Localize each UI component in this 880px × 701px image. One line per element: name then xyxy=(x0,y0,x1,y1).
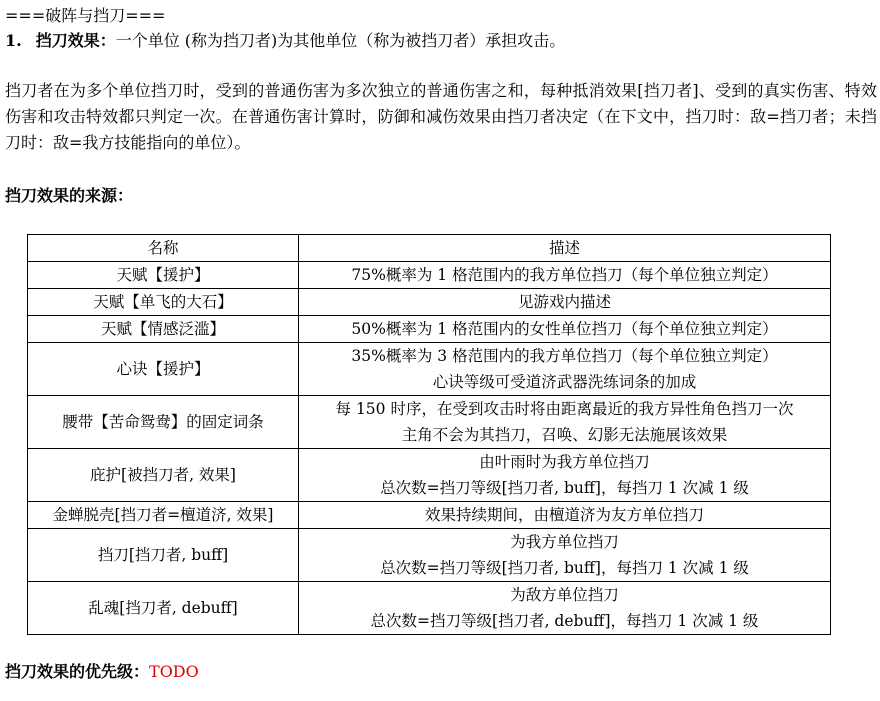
desc-line: 50%概率为 1 格范围内的女性单位挡刀（每个单位独立判定） xyxy=(351,320,778,338)
header-name: 名称 xyxy=(28,235,299,262)
desc-line: 每 150 时序，在受到攻击时将由距离最近的我方异性角色挡刀一次 xyxy=(335,400,794,418)
row-desc xyxy=(299,316,831,343)
section-title: 挡刀效果： xyxy=(35,31,116,50)
section-1 xyxy=(5,29,565,53)
desc-line: 总次数=挡刀等级[挡刀者, buff]，每挡刀 1 次减 1 级 xyxy=(380,559,749,577)
effects-table xyxy=(27,234,831,635)
row-name: 天赋【单飞的大石】 xyxy=(28,289,299,316)
table-row xyxy=(28,502,831,529)
row-name: 腰带【苦命鸳鸯】的固定词条 xyxy=(28,396,299,449)
desc-line: 为我方单位挡刀 xyxy=(510,533,619,551)
desc-line: 见游戏内描述 xyxy=(517,293,611,311)
sources-heading: 挡刀效果的来源： xyxy=(5,186,134,205)
row-name: 庇护[被挡刀者, 效果] xyxy=(28,449,299,502)
desc-line: 35%概率为 3 格范围内的我方单位挡刀（每个单位独立判定） xyxy=(351,347,778,365)
desc-line: 75%概率为 1 格范围内的我方单位挡刀（每个单位独立判定） xyxy=(351,266,778,284)
row-desc xyxy=(299,502,831,529)
row-desc xyxy=(299,582,831,635)
desc-line: 主角不会为其挡刀，召唤、幻影无法施展该效果 xyxy=(401,426,728,444)
desc-line: 效果持续期间，由檀道济为友方单位挡刀 xyxy=(424,506,704,524)
row-desc xyxy=(299,262,831,289)
desc-line: 由叶雨时为我方单位挡刀 xyxy=(479,453,650,471)
table-row xyxy=(28,343,831,396)
table-row xyxy=(28,396,831,449)
table-row xyxy=(28,449,831,502)
table-header-row xyxy=(28,235,831,262)
row-name: 挡刀[挡刀者, buff] xyxy=(28,529,299,582)
desc-line: 为敌方单位挡刀 xyxy=(510,586,619,604)
header-desc: 描述 xyxy=(299,235,831,262)
table-row xyxy=(28,582,831,635)
section-number: 1. xyxy=(5,31,22,50)
row-name: 天赋【援护】 xyxy=(28,262,299,289)
row-name: 乱魂[挡刀者, debuff] xyxy=(28,582,299,635)
priority-label: 挡刀效果的优先级： xyxy=(5,662,150,681)
doc-header: ===破阵与挡刀=== xyxy=(5,6,166,25)
section-text: 一个单位 (称为挡刀者)为其他单位（称为被挡刀者）承担攻击。 xyxy=(115,31,566,50)
row-name: 天赋【情感泛滥】 xyxy=(28,316,299,343)
row-desc xyxy=(299,343,831,396)
row-desc xyxy=(299,529,831,582)
priority-todo: TODO xyxy=(149,662,199,681)
row-desc xyxy=(299,449,831,502)
body-paragraph: 挡刀者在为多个单位挡刀时，受到的普通伤害为多次独立的普通伤害之和，每种抵消效果[挡刀者]、受到的真实伤害、特效伤害和攻击特效都只判定一次。在普通伤害计算时，防御和减伤效果由挡刀者决定（在下文中，挡刀时：敌=挡刀者；未挡刀时：敌=我方技能指向的单位）。 xyxy=(5,81,877,152)
desc-line: 总次数=挡刀等级[挡刀者, buff]，每挡刀 1 次减 1 级 xyxy=(380,479,749,497)
table-row xyxy=(28,316,831,343)
row-name: 金蝉脱壳[挡刀者=檀道济, 效果] xyxy=(28,502,299,529)
row-desc xyxy=(299,289,831,316)
desc-line: 心诀等级可受道济武器洗练词条的加成 xyxy=(432,373,697,391)
table-row xyxy=(28,529,831,582)
row-desc xyxy=(299,396,831,449)
table-row xyxy=(28,289,831,316)
table-row xyxy=(28,262,831,289)
desc-line: 总次数=挡刀等级[挡刀者, debuff]，每挡刀 1 次减 1 级 xyxy=(370,612,759,630)
priority-line xyxy=(5,660,199,684)
row-name: 心诀【援护】 xyxy=(28,343,299,396)
